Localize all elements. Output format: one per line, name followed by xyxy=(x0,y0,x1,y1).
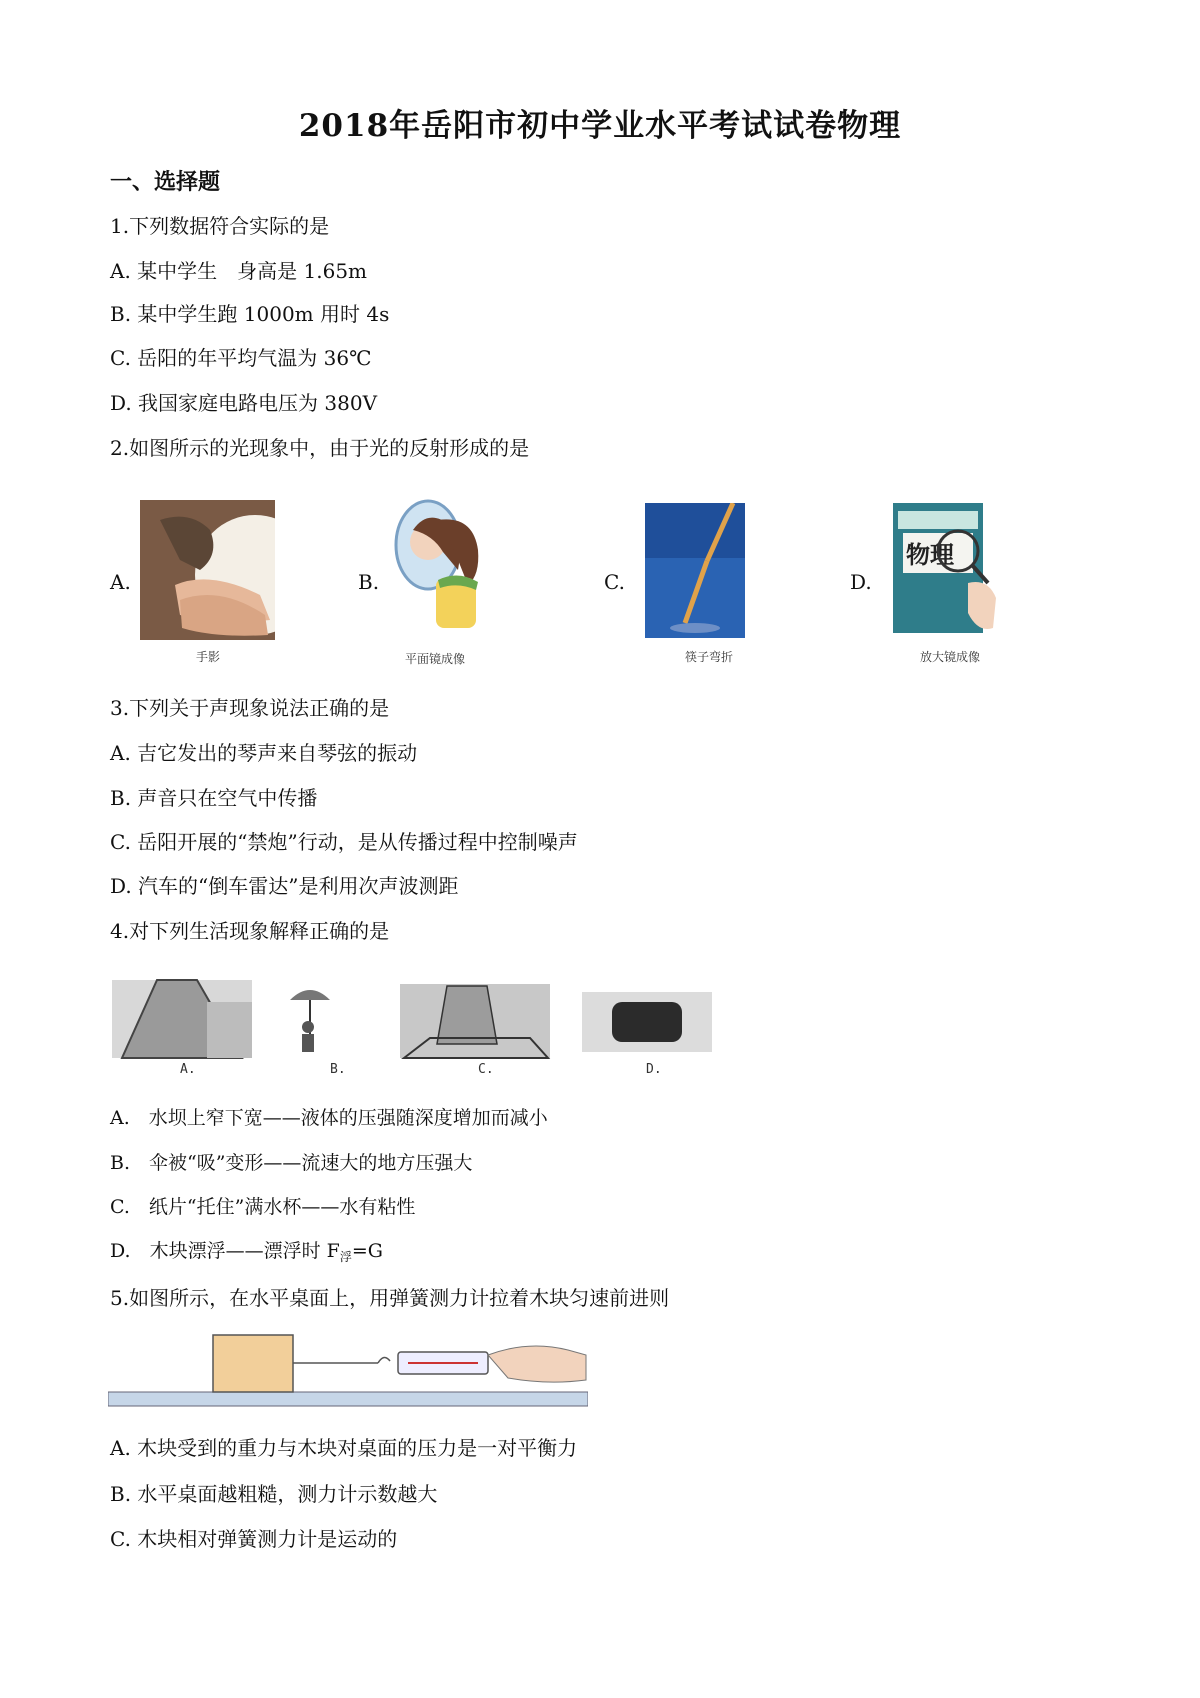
q2-caption-c: 筷子弯折 xyxy=(685,650,734,664)
q4-caption-c: C. xyxy=(478,1062,494,1077)
umbrella-figure xyxy=(290,990,330,1052)
q2-letter-a: A. xyxy=(110,570,131,594)
bent-chopstick-image xyxy=(645,503,745,638)
q1-option-a: A. 某中学生 身高是 1.65m xyxy=(110,259,368,283)
q2-caption-a: 手影 xyxy=(196,650,221,664)
q3-option-b: B. 声音只在空气中传播 xyxy=(110,786,318,810)
q5-option-a: A. 木块受到的重力与木块对桌面的压力是一对平衡力 xyxy=(110,1436,578,1460)
q4-option-c: C. 纸片“托住”满水杯——水有粘性 xyxy=(110,1196,416,1218)
q4-option-d-post: =G xyxy=(351,1240,383,1262)
magnifier-book-image xyxy=(888,503,998,638)
q1-option-b: B. 某中学生跑 1000m 用时 4s xyxy=(110,302,390,326)
q5-option-c: C. 木块相对弹簧测力计是运动的 xyxy=(110,1527,398,1551)
exam-title: 2018年岳阳市初中学业水平考试试卷物理 xyxy=(298,108,902,144)
q2-caption-d: 放大镜成像 xyxy=(920,650,981,664)
q3-stem: 3.下列关于声现象说法正确的是 xyxy=(110,696,390,720)
mirror-girl-image xyxy=(388,490,488,645)
section-heading: 一、选择题 xyxy=(110,169,221,195)
q4-option-a: A. 水坝上窄下宽——液体的压强随深度增加而减小 xyxy=(110,1107,548,1129)
q4-option-d xyxy=(110,1236,383,1265)
q1-stem: 1.下列数据符合实际的是 xyxy=(110,214,330,238)
q4-option-d-pre: D. 木块漂浮——漂浮时 F xyxy=(110,1240,340,1262)
q3-option-c: C. 岳阳开展的“禁炮”行动，是从传播过程中控制噪声 xyxy=(110,830,578,854)
q5-option-b: B. 水平桌面越粗糙，测力计示数越大 xyxy=(110,1482,438,1506)
q4-option-d-sub: 浮 xyxy=(339,1250,352,1264)
q4-figure-strip xyxy=(112,972,712,1060)
q2-stem: 2.如图所示的光现象中，由于光的反射形成的是 xyxy=(110,436,530,460)
q4-option-b: B. 伞被“吸”变形——流速大的地方压强大 xyxy=(110,1152,473,1174)
q1-option-d: D. 我国家庭电路电压为 380V xyxy=(110,391,378,415)
q4-caption-b: B. xyxy=(330,1062,346,1077)
q2-letter-b: B. xyxy=(358,570,380,594)
book-title-text: 物理 xyxy=(906,540,954,569)
q4-caption-a: A. xyxy=(180,1062,196,1077)
q2-letter-c: C. xyxy=(604,570,625,594)
q1-option-c: C. 岳阳的年平均气温为 36℃ xyxy=(110,346,372,370)
q4-stem: 4.对下列生活现象解释正确的是 xyxy=(110,919,390,943)
q5-stem: 5.如图所示，在水平桌面上，用弹簧测力计拉着木块匀速前进则 xyxy=(110,1286,670,1310)
q3-option-d: D. 汽车的“倒车雷达”是利用次声波测距 xyxy=(110,874,459,898)
q3-option-a: A. 吉它发出的琴声来自琴弦的振动 xyxy=(110,741,418,765)
spring-scale-figure xyxy=(108,1330,588,1415)
q2-caption-b: 平面镜成像 xyxy=(405,652,466,666)
q4-caption-d: D. xyxy=(646,1062,662,1077)
hand-shadow-image xyxy=(140,500,275,640)
q2-letter-d: D. xyxy=(850,570,872,594)
